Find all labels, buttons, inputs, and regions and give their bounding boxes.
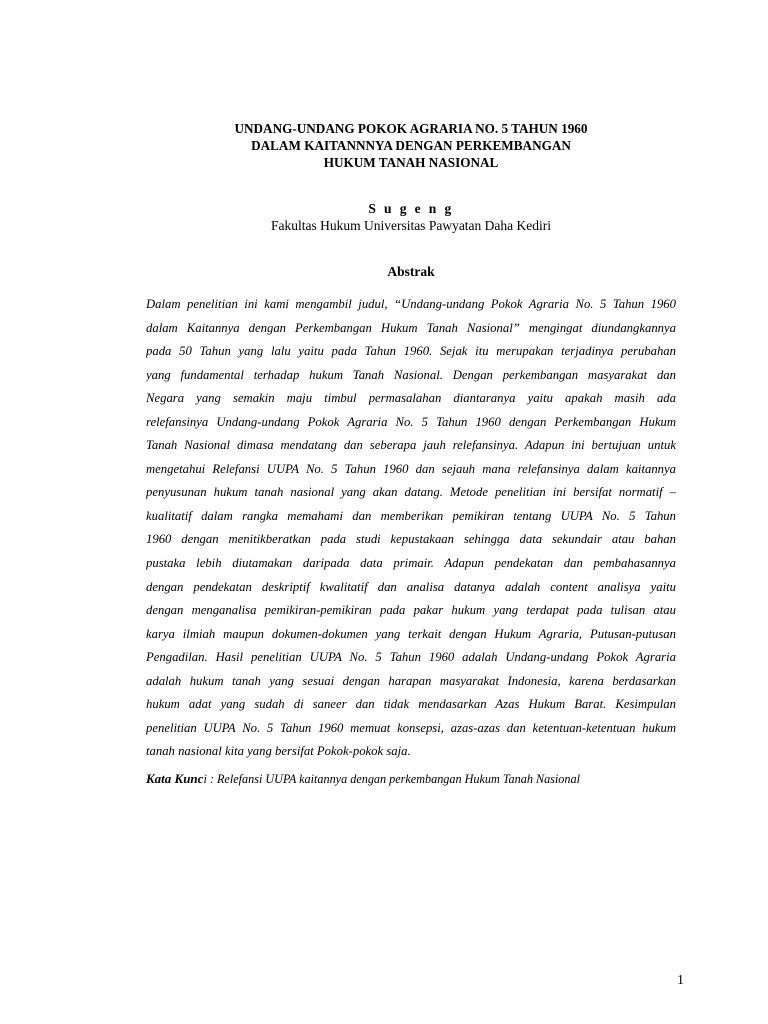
title-line-1: UNDANG-UNDANG POKOK AGRARIA NO. 5 TAHUN 1960 [234, 121, 588, 136]
abstract-line: relefansinya Undang-undang Pokok Agraria No. 5 Tahun 1960 dengan Perkembangan Hukum [146, 414, 676, 429]
abstract-line: adalah hukum tanah yang sesuai dengan harapan masyarakat Indonesia, karena berdasarkan [146, 673, 676, 688]
abstract-line: dengan menganalisa pemikiran-pemikiran pada pakar hukum yang terdapat pada tulisan atau [146, 603, 676, 618]
page-number: 1 [677, 973, 684, 988]
abstract-heading: Abstrak [387, 264, 435, 279]
author-name: S u g e n g [368, 201, 454, 216]
abstract-line: mengetahui Relefansi UUPA No. 5 Tahun 1960 dan sejauh mana relefansinya dalam kaitannya [146, 461, 676, 476]
abstract-line: dalam Kaitannya dengan Perkembangan Hukum Tanah Nasional” mengingat diundangkannya [146, 320, 676, 335]
abstract-line: dengan pendekatan deskriptif kwalitatif dan analisa datanya adalah content analisya yaitu [146, 579, 676, 594]
abstract-line: penelitian UUPA No. 5 Tahun 1960 memuat konsepsi, azas-azas dan ketentuan-ketentuan hukum [146, 720, 676, 735]
abstract-line: Pengadilan. Hasil penelitian UUPA No. 5 Tahun 1960 adalah Undang-undang Pokok Agraria [146, 650, 676, 665]
title-line-2: DALAM KAITANNNYA DENGAN PERKEMBANGAN [251, 138, 571, 153]
abstract-line: hukum adat yang sudah di saneer dan tidak mendasarkan Azas Hukum Barat. Kesimpulan [146, 697, 676, 712]
abstract-line: karya ilmiah maupun dokumen-dokumen yang terkait dengan Hukum Agraria, Putusan-putusan [146, 626, 676, 641]
abstract-line: pada 50 Tahun yang lalu yaitu pada Tahun 1960. Sejak itu merupakan terjadinya perubahan [146, 344, 676, 359]
abstract-line: Negara yang semakin maju timbul permasalahan diantaranya yaitu apakah masih ada [146, 391, 676, 406]
paper-title [146, 120, 676, 171]
keywords [146, 771, 706, 787]
keywords-label: Kata Kunc [146, 771, 204, 786]
abstract-line: yang fundamental terhadap hukum Tanah Nasional. Dengan perkembangan masyarakat dan [146, 367, 676, 382]
abstract-line: penyusunan hukum tanah nasional yang akan datang. Metode penelitian ini bersifat normatif – [146, 485, 676, 500]
abstract-line: pustaka lebih diutamakan daripada data primair. Adapun pendekatan dan pembahasannya [146, 556, 676, 571]
abstract-line: kualitatif dalam rangka memahami dan memberikan pemikiran tentang UUPA No. 5 Tahun [146, 508, 676, 523]
abstract-line: Tanah Nasional dimasa mendatang dan seberapa jauh relefansinya. Adapun ini bertujuan untuk [146, 438, 676, 453]
abstract-line: 1960 dengan menitikberatkan pada studi kepustakaan sehingga data sekundair atau bahan [146, 532, 676, 547]
abstract-line: tanah nasional kita yang bersifat Pokok-pokok saja. [146, 744, 411, 759]
abstract-line: Dalam penelitian ini kami mengambil judul, “Undang-undang Pokok Agraria No. 5 Tahun 1960 [146, 297, 676, 311]
title-line-3: HUKUM TANAH NASIONAL [323, 155, 499, 170]
abstract-body [146, 293, 676, 764]
keywords-text: i : Relefansi UUPA kaitannya dengan perkembangan Hukum Tanah Nasional [203, 772, 580, 786]
author-affiliation: Fakultas Hukum Universitas Pawyatan Daha Kediri [270, 218, 552, 233]
